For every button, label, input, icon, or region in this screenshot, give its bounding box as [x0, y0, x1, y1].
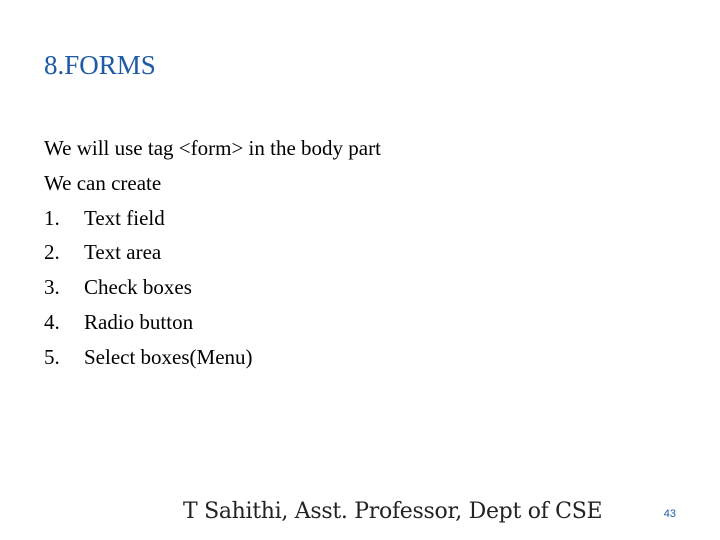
- list-number: 2.: [44, 240, 60, 265]
- page-number: 43: [663, 508, 676, 520]
- list-number: 3.: [44, 275, 60, 300]
- list-number: 1.: [44, 205, 60, 230]
- list-item: [44, 340, 644, 375]
- list-text: Radio button: [84, 309, 194, 334]
- slide-footer: T Sahithi, Asst. Professor, Dept of CSE: [183, 499, 603, 524]
- intro-line: We can create: [44, 170, 162, 195]
- list-number: 5.: [44, 344, 60, 369]
- list-item: [44, 305, 644, 340]
- slide-title: 8.FORMS: [44, 50, 156, 80]
- list-text: Text field: [84, 205, 165, 230]
- intro-line: We will use tag <form> in the body part: [44, 136, 381, 160]
- list-item: [44, 201, 644, 236]
- list-item: [44, 235, 644, 270]
- list-item: [44, 270, 644, 305]
- list-text: Text area: [84, 240, 162, 265]
- slide-body: [44, 131, 644, 375]
- list-number: 4.: [44, 309, 60, 334]
- list-text: Check boxes: [84, 275, 192, 300]
- list-text: Select boxes(Menu): [84, 344, 253, 369]
